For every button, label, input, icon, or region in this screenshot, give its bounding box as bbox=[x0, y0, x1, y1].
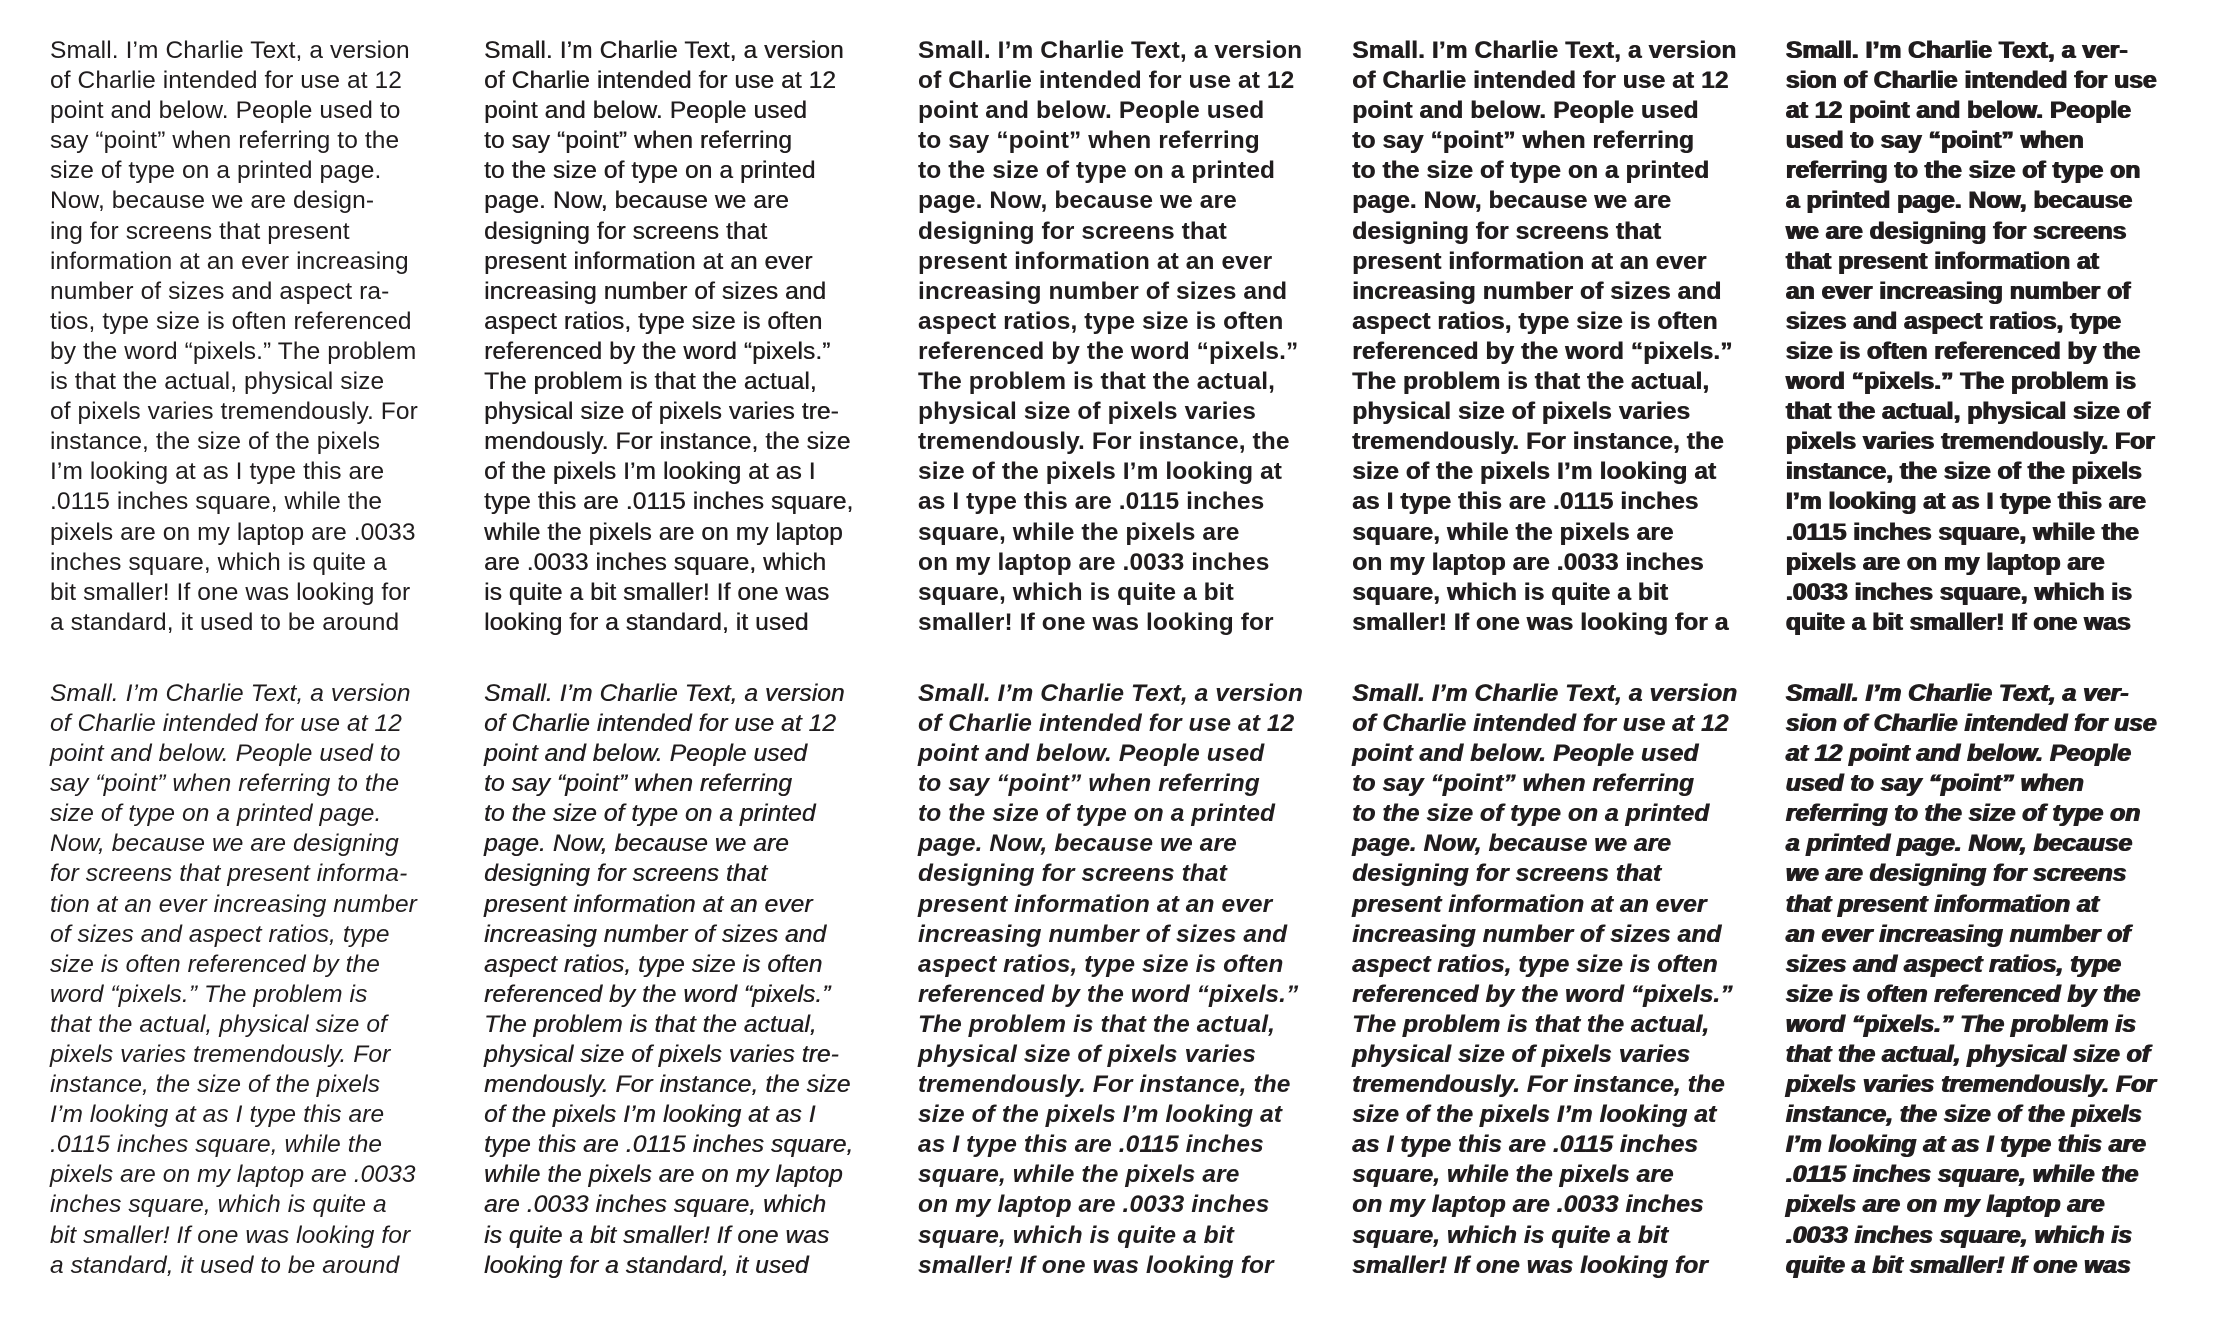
text-line: increasing number of sizes and bbox=[484, 277, 827, 305]
text-line: square, while the pixels are bbox=[918, 1161, 1240, 1189]
text-line: designing for screens that bbox=[918, 217, 1227, 245]
text-line: say “point” when referring to the bbox=[50, 770, 400, 798]
text-line: referring to the size of type on bbox=[1786, 800, 2141, 828]
text-line: of sizes and aspect ratios, type bbox=[50, 920, 390, 948]
text-line: to the size of type on a printed bbox=[1352, 800, 1710, 828]
text-line: aspect ratios, type size is often bbox=[1352, 950, 1718, 978]
text-line: of Charlie intended for use at 12 bbox=[918, 709, 1295, 737]
text-line: pixels varies tremendously. For bbox=[1786, 1071, 2156, 1099]
text-line: instance, the size of the pixels bbox=[1786, 1101, 2142, 1129]
specimen-cell-upright-extrabold bbox=[1786, 36, 2175, 638]
text-line: that the actual, physical size of bbox=[1786, 1041, 2151, 1068]
text-line: increasing number of sizes and bbox=[1352, 920, 1722, 948]
text-line: designing for screens that bbox=[1352, 217, 1661, 245]
text-line: on my laptop are .0033 inches bbox=[918, 1191, 1270, 1219]
text-line: is quite a bit smaller! If one was bbox=[484, 578, 830, 606]
text-line: aspect ratios, type size is often bbox=[1352, 307, 1718, 335]
text-line: size of the pixels I’m looking at bbox=[1352, 1101, 1717, 1129]
text-line: mendously. For instance, the size bbox=[484, 1071, 851, 1099]
text-line: size is often referenced by the bbox=[1786, 980, 2141, 1008]
text-line: Small. I’m Charlie Text, a version bbox=[1352, 37, 1737, 64]
text-line: looking for a standard, it used bbox=[484, 1251, 809, 1279]
text-line: that the actual, physical size of bbox=[50, 1010, 387, 1038]
text-line: of pixels varies tremendously. For bbox=[50, 398, 418, 426]
text-line: to the size of type on a printed bbox=[484, 157, 816, 185]
text-line: quite a bit smaller! If one was bbox=[1786, 608, 2131, 636]
specimen-cell-upright-bold bbox=[1352, 36, 1741, 638]
text-line: tremendously. For instance, the bbox=[1352, 428, 1724, 456]
text-line: size of the pixels I’m looking at bbox=[1352, 458, 1717, 486]
text-line: I’m looking at as I type this are bbox=[50, 458, 385, 486]
text-line: to the size of type on a printed bbox=[918, 800, 1276, 828]
text-line: a standard, it used to be around bbox=[50, 608, 400, 636]
text-line: referenced by the word “pixels.” bbox=[1352, 980, 1733, 1008]
text-line: as I type this are .0115 inches bbox=[1352, 488, 1699, 516]
text-line: of Charlie intended for use at 12 bbox=[1352, 67, 1729, 95]
text-line: increasing number of sizes and bbox=[1352, 277, 1722, 305]
text-line: aspect ratios, type size is often bbox=[484, 950, 823, 978]
text-line: sion of Charlie intended for use bbox=[1786, 67, 2157, 95]
text-line: designing for screens that bbox=[484, 217, 768, 245]
text-line: tion at an ever increasing number bbox=[50, 890, 417, 918]
text-line: point and below. People used bbox=[484, 97, 807, 125]
text-line: size is often referenced by the bbox=[1786, 337, 2141, 365]
text-line: aspect ratios, type size is often bbox=[918, 307, 1284, 335]
text-line: while the pixels are on my laptop bbox=[484, 1161, 843, 1189]
text-line: size of the pixels I’m looking at bbox=[918, 1101, 1283, 1129]
text-line: of Charlie intended for use at 12 bbox=[1352, 709, 1729, 737]
text-line: word “pixels.” The problem is bbox=[1786, 1010, 2137, 1038]
text-line: on my laptop are .0033 inches bbox=[1352, 548, 1704, 576]
text-line: referenced by the word “pixels.” bbox=[1352, 337, 1733, 365]
text-line: while the pixels are on my laptop bbox=[484, 518, 843, 546]
text-line: Now, because we are designing bbox=[50, 830, 399, 858]
text-line: referring to the size of type on bbox=[1786, 157, 2141, 185]
text-line: to the size of type on a printed bbox=[918, 157, 1276, 185]
text-line: of Charlie intended for use at 12 bbox=[484, 67, 836, 95]
text-line: a printed page. Now, because bbox=[1786, 830, 2133, 858]
specimen-cell-italic-extrabold bbox=[1786, 679, 2175, 1281]
text-line: .0115 inches square, while the bbox=[1786, 518, 2139, 546]
text-line: size is often referenced by the bbox=[50, 950, 380, 978]
text-line: Small. I’m Charlie Text, a version bbox=[1352, 679, 1738, 707]
text-line: as I type this are .0115 inches bbox=[1352, 1131, 1698, 1159]
text-line: an ever increasing number of bbox=[1786, 277, 2131, 305]
text-line: Small. I’m Charlie Text, a version bbox=[918, 679, 1304, 707]
text-line: referenced by the word “pixels.” bbox=[484, 980, 831, 1008]
text-line: on my laptop are .0033 inches bbox=[1352, 1191, 1704, 1219]
text-line: used to say “point” when bbox=[1786, 127, 2084, 155]
text-line: used to say “point” when bbox=[1786, 770, 2084, 798]
text-line: that the actual, physical size of bbox=[1786, 398, 2151, 426]
text-line: pixels are on my laptop are bbox=[1786, 1191, 2105, 1219]
text-line: .0033 inches square, which is bbox=[1786, 1221, 2133, 1249]
text-line: type this are .0115 inches square, bbox=[484, 1131, 854, 1159]
text-line: Small. I’m Charlie Text, a version bbox=[484, 679, 845, 707]
text-line: size of type on a printed page. bbox=[50, 800, 382, 828]
text-line: of Charlie intended for use at 12 bbox=[50, 709, 402, 737]
text-line: point and below. People used bbox=[1352, 740, 1699, 768]
text-line: present information at an ever bbox=[1352, 247, 1707, 275]
specimen-cell-italic-medium bbox=[918, 679, 1307, 1281]
specimen-cell-upright-regular bbox=[484, 36, 873, 638]
text-line: Small. I’m Charlie Text, a version bbox=[918, 37, 1303, 64]
text-line: square, while the pixels are bbox=[1352, 518, 1674, 546]
text-line: smaller! If one was looking for bbox=[1352, 1251, 1708, 1279]
text-line: word “pixels.” The problem is bbox=[1786, 368, 2137, 396]
text-line: to say “point” when referring bbox=[484, 127, 792, 155]
text-line: Small. I’m Charlie Text, a ver- bbox=[1786, 679, 2129, 707]
text-line: page. Now, because we are bbox=[918, 830, 1237, 858]
text-line: of Charlie intended for use at 12 bbox=[484, 709, 836, 737]
text-line: The problem is that the actual, bbox=[918, 368, 1276, 396]
text-line: looking for a standard, it used bbox=[484, 608, 809, 636]
text-line: type this are .0115 inches square, bbox=[484, 488, 854, 516]
text-line: referenced by the word “pixels.” bbox=[918, 337, 1299, 365]
text-line: square, while the pixels are bbox=[918, 518, 1240, 546]
text-line: increasing number of sizes and bbox=[918, 920, 1288, 948]
text-line: for screens that present informa- bbox=[50, 860, 408, 888]
text-line: physical size of pixels varies bbox=[1352, 398, 1691, 426]
text-line: we are designing for screens bbox=[1786, 860, 2127, 888]
text-line: point and below. People used to bbox=[50, 97, 401, 125]
text-line: a printed page. Now, because bbox=[1786, 187, 2133, 215]
text-line: physical size of pixels varies bbox=[918, 398, 1257, 426]
text-line: quite a bit smaller! If one was bbox=[1786, 1251, 2131, 1279]
text-line: pixels are on my laptop are bbox=[1786, 548, 2105, 576]
text-line: are .0033 inches square, which bbox=[484, 548, 827, 576]
text-line: present information at an ever bbox=[1352, 890, 1707, 918]
text-line: at 12 point and below. People bbox=[1786, 97, 2132, 125]
text-line: The problem is that the actual, bbox=[918, 1010, 1276, 1038]
text-line: to the size of type on a printed bbox=[1352, 157, 1710, 185]
text-line: referenced by the word “pixels.” bbox=[918, 980, 1299, 1008]
text-line: inches square, which is quite a bbox=[50, 548, 387, 576]
text-line: size of the pixels I’m looking at bbox=[918, 458, 1283, 486]
text-line: inches square, which is quite a bbox=[50, 1191, 387, 1219]
text-line: pixels are on my laptop are .0033 bbox=[50, 1161, 416, 1189]
text-line: Small. I’m Charlie Text, a version bbox=[50, 37, 410, 64]
text-line: square, which is quite a bit bbox=[1352, 578, 1668, 606]
text-line: physical size of pixels varies bbox=[1352, 1041, 1691, 1068]
text-line: tremendously. For instance, the bbox=[918, 428, 1290, 456]
specimen-cell-italic-light bbox=[50, 679, 439, 1281]
text-line: at 12 point and below. People bbox=[1786, 740, 2132, 768]
text-line: by the word “pixels.” The problem bbox=[50, 337, 417, 365]
text-line: say “point” when referring to the bbox=[50, 127, 400, 155]
text-line: we are designing for screens bbox=[1786, 217, 2127, 245]
text-line: information at an ever increasing bbox=[50, 247, 409, 275]
text-line: to say “point” when referring bbox=[1352, 770, 1694, 798]
specimen-cell-upright-medium bbox=[918, 36, 1307, 638]
text-line: instance, the size of the pixels bbox=[1786, 458, 2142, 486]
text-line: .0115 inches square, while the bbox=[50, 1131, 383, 1159]
text-line: .0033 inches square, which is bbox=[1786, 578, 2133, 606]
text-line: of the pixels I’m looking at as I bbox=[484, 458, 816, 486]
text-line: .0115 inches square, while the bbox=[50, 488, 383, 516]
text-line: is that the actual, physical size bbox=[50, 368, 385, 396]
text-line: Small. I’m Charlie Text, a version bbox=[484, 37, 844, 64]
text-line: present information at an ever bbox=[484, 890, 813, 918]
text-line: tios, type size is often referenced bbox=[50, 307, 412, 335]
text-line: page. Now, because we are bbox=[484, 830, 789, 858]
text-line: point and below. People used bbox=[484, 740, 807, 768]
specimen-row-upright bbox=[50, 36, 2220, 638]
text-line: Small. I’m Charlie Text, a ver- bbox=[1786, 37, 2128, 64]
text-line: instance, the size of the pixels bbox=[50, 1071, 381, 1099]
specimen-cell-italic-regular bbox=[484, 679, 873, 1281]
text-line: an ever increasing number of bbox=[1786, 920, 2131, 948]
text-line: designing for screens that bbox=[1352, 860, 1661, 888]
text-line: The problem is that the actual, bbox=[1352, 368, 1710, 396]
text-line: that present information at bbox=[1786, 247, 2100, 275]
text-line: point and below. People used to bbox=[50, 740, 401, 768]
text-line: square, which is quite a bit bbox=[918, 1221, 1234, 1249]
text-line: square, which is quite a bit bbox=[918, 578, 1234, 606]
text-line: increasing number of sizes and bbox=[484, 920, 827, 948]
text-line: bit smaller! If one was looking for bbox=[50, 1221, 411, 1249]
text-line: designing for screens that bbox=[484, 860, 768, 888]
text-line: aspect ratios, type size is often bbox=[918, 950, 1284, 978]
text-line: to say “point” when referring bbox=[918, 770, 1260, 798]
text-line: pixels varies tremendously. For bbox=[1786, 428, 2155, 456]
specimen-cell-upright-light bbox=[50, 36, 439, 638]
text-line: page. Now, because we are bbox=[918, 187, 1237, 215]
text-line: tremendously. For instance, the bbox=[1352, 1071, 1725, 1099]
text-line: I’m looking at as I type this are bbox=[1786, 488, 2147, 516]
text-line: The problem is that the actual, bbox=[484, 1010, 817, 1038]
text-line: to the size of type on a printed bbox=[484, 800, 816, 828]
text-line: is quite a bit smaller! If one was bbox=[484, 1221, 830, 1249]
text-line: tremendously. For instance, the bbox=[918, 1071, 1291, 1099]
text-line: as I type this are .0115 inches bbox=[918, 488, 1265, 516]
text-line: I’m looking at as I type this are bbox=[50, 1101, 385, 1129]
text-line: smaller! If one was looking for a bbox=[1352, 608, 1729, 636]
text-line: .0115 inches square, while the bbox=[1786, 1161, 2139, 1189]
text-line: are .0033 inches square, which bbox=[484, 1191, 827, 1219]
text-line: instance, the size of the pixels bbox=[50, 428, 381, 456]
text-line: ing for screens that present bbox=[50, 217, 350, 245]
text-line: to say “point” when referring bbox=[1352, 127, 1694, 155]
text-line: mendously. For instance, the size bbox=[484, 428, 851, 456]
specimen-row-italic bbox=[50, 679, 2220, 1281]
text-line: to say “point” when referring bbox=[918, 127, 1260, 155]
text-line: physical size of pixels varies bbox=[918, 1041, 1257, 1068]
text-line: of Charlie intended for use at 12 bbox=[50, 67, 402, 95]
text-line: I’m looking at as I type this are bbox=[1786, 1131, 2147, 1159]
text-line: smaller! If one was looking for bbox=[918, 1251, 1274, 1279]
text-line: physical size of pixels varies tre- bbox=[484, 1041, 839, 1068]
text-line: present information at an ever bbox=[484, 247, 813, 275]
text-line: point and below. People used bbox=[918, 97, 1265, 125]
text-line: aspect ratios, type size is often bbox=[484, 307, 823, 335]
text-line: smaller! If one was looking for bbox=[918, 608, 1274, 636]
text-line: a standard, it used to be around bbox=[50, 1251, 400, 1279]
text-line: present information at an ever bbox=[918, 247, 1273, 275]
text-line: size of type on a printed page. bbox=[50, 157, 382, 185]
text-line: number of sizes and aspect ra- bbox=[50, 277, 390, 305]
text-line: page. Now, because we are bbox=[1352, 830, 1671, 858]
text-line: sizes and aspect ratios, type bbox=[1786, 307, 2122, 335]
text-line: The problem is that the actual, bbox=[1352, 1010, 1710, 1038]
text-line: on my laptop are .0033 inches bbox=[918, 548, 1270, 576]
text-line: word “pixels.” The problem is bbox=[50, 980, 368, 1008]
text-line: Small. I’m Charlie Text, a version bbox=[50, 679, 411, 707]
text-line: increasing number of sizes and bbox=[918, 277, 1288, 305]
text-line: pixels varies tremendously. For bbox=[50, 1041, 391, 1068]
text-line: bit smaller! If one was looking for bbox=[50, 578, 411, 606]
text-line: page. Now, because we are bbox=[484, 187, 789, 215]
text-line: that present information at bbox=[1786, 890, 2100, 918]
text-line: to say “point” when referring bbox=[484, 770, 792, 798]
text-line: sizes and aspect ratios, type bbox=[1786, 950, 2122, 978]
text-line: of Charlie intended for use at 12 bbox=[918, 67, 1295, 95]
text-line: Now, because we are design- bbox=[50, 187, 375, 215]
text-line: The problem is that the actual, bbox=[484, 368, 817, 396]
text-line: square, while the pixels are bbox=[1352, 1161, 1674, 1189]
text-line: referenced by the word “pixels.” bbox=[484, 337, 831, 365]
text-line: of the pixels I’m looking at as I bbox=[484, 1101, 816, 1129]
text-line: designing for screens that bbox=[918, 860, 1227, 888]
text-line: physical size of pixels varies tre- bbox=[484, 398, 839, 426]
text-line: square, which is quite a bit bbox=[1352, 1221, 1668, 1249]
text-line: sion of Charlie intended for use bbox=[1786, 709, 2157, 737]
text-line: as I type this are .0115 inches bbox=[918, 1131, 1264, 1159]
text-line: pixels are on my laptop are .0033 bbox=[50, 518, 416, 546]
specimen-cell-italic-bold bbox=[1352, 679, 1741, 1281]
text-line: point and below. People used bbox=[918, 740, 1265, 768]
text-line: point and below. People used bbox=[1352, 97, 1699, 125]
text-line: page. Now, because we are bbox=[1352, 187, 1671, 215]
text-line: present information at an ever bbox=[918, 890, 1273, 918]
